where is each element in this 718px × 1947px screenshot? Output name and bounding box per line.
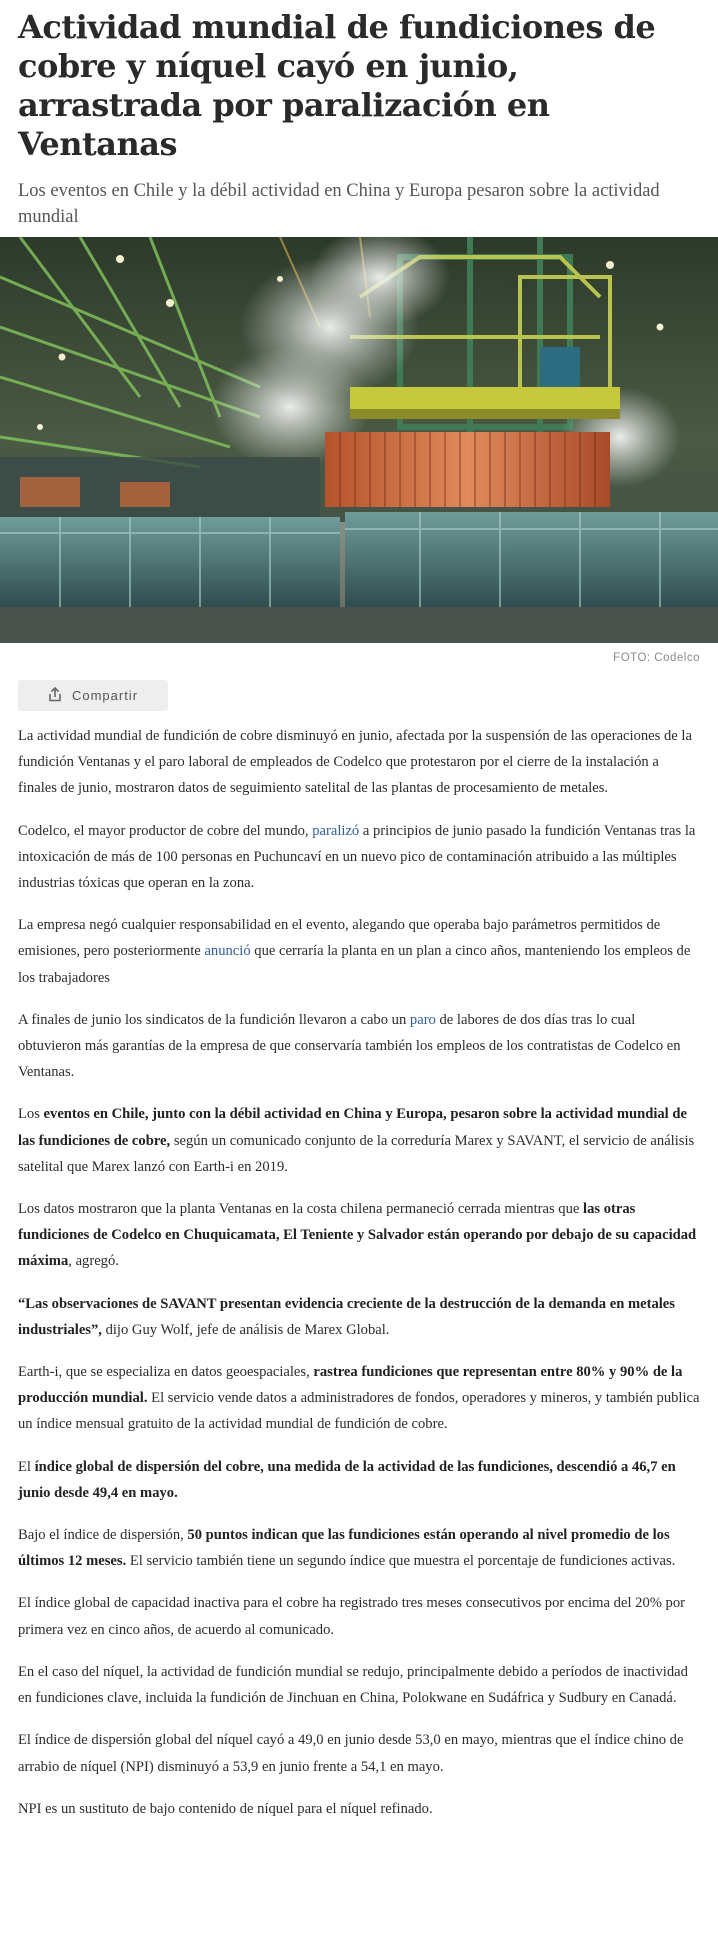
paragraph-14: NPI es un sustituto de bajo contenido de níquel para el níquel refinado. [18,1800,433,1817]
paragraph-8: Earth-i, que se especializa en datos geoespaciales, rastrea fundiciones que representan entre 80% y 90% de la producción mundial. El servicio vende datos a administradores de fondos, operadores y mineros, y también publica un índice mensual gratuito de la actividad mundial de fundición de cobre. [18,1364,700,1433]
smelter-photo [0,237,718,643]
link-paralizo[interactable]: paralizó [312,822,360,839]
share-label: Compartir [71,688,139,703]
paragraph-4: A finales de junio los sindicatos de la fundición llevaron a cabo un paro de labores de dos días tras lo cual obtuvieron más garantías de la empresa de que conservaría también los empleos de los contratistas de Codelco en Ventanas. [18,1011,681,1081]
paragraph-11: El índice global de capacidad inactiva para el cobre ha registrado tres meses consecutivos por encima del 20% por primera vez en cinco años, de acuerdo al comunicado. [18,1595,685,1638]
paragraph-5: Los eventos en Chile, junto con la débil actividad en China y Europa, pesaron sobre la actividad mundial de las fundiciones de cobre, según un comunicado conjunto de la correduría Marex y SAVANT, el servicio de análisis satelital que Marex lanzó con Earth-i en 2019. [18,1106,695,1175]
link-paro[interactable]: paro [409,1011,436,1028]
paragraph-10: Bajo el índice de dispersión, 50 puntos indican que las fundiciones están operando al nivel promedio de los últimos 12 meses. El servicio también tiene un segundo índice que muestra el porcentaje de fundiciones activas. [18,1527,676,1570]
share-button[interactable] [18,680,168,711]
paragraph-9: El índice global de dispersión del cobre, una medida de la actividad de las fundiciones, descendió a 46,7 en junio desde 49,4 en mayo. [18,1458,676,1501]
paragraph-2: Codelco, el mayor productor de cobre del mundo, paralizó a principios de junio pasado la fundición Ventanas tras la intoxicación de más de 100 personas en Puchuncaví en un nuevo pico de contaminación atribuido a las múltiples industrias tóxicas que operan en la zona. [18,822,696,892]
link-anuncio[interactable]: anunció [204,943,251,960]
paragraph-12: En el caso del níquel, la actividad de fundición mundial se redujo, principalmente debido a períodos de inactividad en fundiciones clave, incluida la fundición de Jinchuan en China, Polokwane en Sudáfrica y Sudbury en Canadá. [18,1663,688,1707]
paragraph-3: La empresa negó cualquier responsabilidad en el evento, alegando que operaba bajo parámetros permitidos de emisiones, pero posteriormente anunció que cerraría la planta en un plan a cinco años, manteniendo los empleos de los trabajadores [18,917,691,986]
photo-caption: FOTO: Codelco [613,652,700,664]
article-body [18,723,700,1838]
article-subheadline: Los eventos en Chile y la débil actividad en China y Europa pesaron sobre la actividad mundial [18,181,660,227]
article-headline: Actividad mundial de fundiciones de cobre y níquel cayó en junio, arrastrada por paralización en Ventanas [18,8,656,163]
paragraph-6: Los datos mostraron que la planta Ventanas en la costa chilena permaneció cerrada mientras que las otras fundiciones de Codelco en Chuquicamata, El Teniente y Salvador están operando por debajo de su capacidad máxima, agregó. [18,1201,697,1270]
paragraph-13: El índice de dispersión global del níquel cayó a 49,0 en junio desde 53,0 en mayo, mientras que el índice chino de arrabio de níquel (NPI) disminuyó a 53,9 en junio frente a 54,1 en mayo. [18,1732,684,1775]
share-icon [48,687,62,705]
paragraph-7-quote: “Las observaciones de SAVANT presentan evidencia creciente de la destrucción de la demanda en metales industriales”, dijo Guy Wolf, jefe de análisis de Marex Global. [18,1295,675,1338]
hero-image [0,237,718,643]
paragraph-1: La actividad mundial de fundición de cobre disminuyó en junio, afectada por la suspensión de las operaciones de la fundición Ventanas y el paro laboral de empleados de Codelco que protestaron por el cierre de la instalación a finales de junio, mostraron datos de seguimiento satelital de las plantas de procesamiento de metales. [18,728,692,797]
